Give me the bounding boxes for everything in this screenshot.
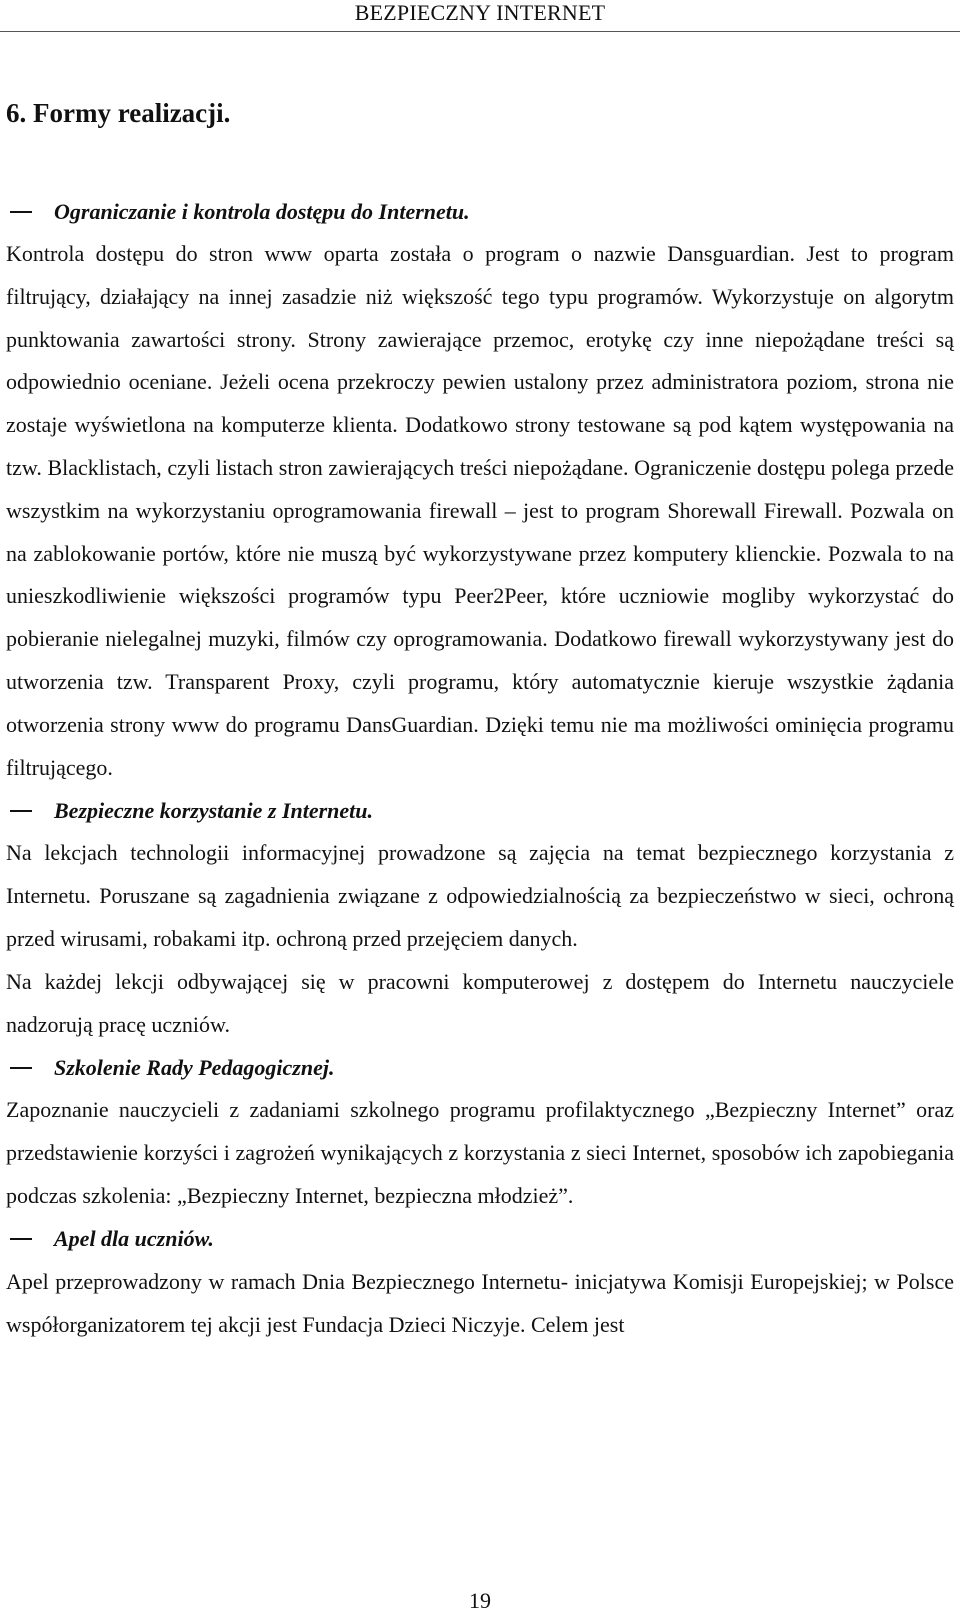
item-title-text: Bezpieczne korzystanie z Internetu. <box>54 797 374 823</box>
dash-bullet-icon <box>10 1067 32 1069</box>
dash-bullet-icon <box>10 1238 32 1240</box>
item-title <box>6 789 954 832</box>
running-header: BEZPIECZNY INTERNET <box>0 0 960 32</box>
item-student-assembly <box>6 1218 954 1347</box>
item-title <box>6 190 954 233</box>
page-number: 19 <box>469 1588 491 1613</box>
item-access-control <box>6 190 954 789</box>
section-title: 6. Formy realizacji. <box>6 98 231 128</box>
item-title-text: Ograniczanie i kontrola dostępu do Internetu. <box>54 198 470 224</box>
item-safe-internet <box>6 789 954 1046</box>
paragraph: Zapoznanie nauczycieli z zadaniami szkolnego programu profilaktycznego „Bezpieczny Internet” oraz przedstawienie korzyści i zagrożeń wynikających z korzystania z sieci Internet, sposobów ich zapobiegania podczas szkolenia: „Bezpieczny Internet, bezpieczna młodzież”. <box>6 1097 954 1208</box>
section-spacer <box>6 131 954 190</box>
dash-bullet-icon <box>10 810 32 812</box>
dash-bullet-icon <box>10 211 32 213</box>
item-teacher-training <box>6 1046 954 1217</box>
item-title-text: Apel dla uczniów. <box>54 1226 214 1252</box>
item-title <box>6 1218 954 1261</box>
paragraph: Kontrola dostępu do stron www oparta została o program o nazwie Dansguardian. Jest to program filtrujący, działający na innej zasadzie niż większość tego typu programów. Wykorzystuje on algorytm punktowania zawartości strony. Strony zawierające przemoc, erotykę czy inne niepożądane treści są odpowiednio oceniane. Jeżeli ocena przekroczy pewien ustalony przez administratora poziom, strona nie zostaje wyświetlona na komputerze klienta. Dodatkowo strony testowane są pod kątem występowania na tzw. Blacklistach, czyli listach stron zawierających treści niepożądane. Ograniczenie dostępu polega przede wszystkim na wykorzystaniu oprogramowania firewall – jest to program Shorewall Firewall. Pozwala on na zablokowanie portów, które nie muszą być wykorzystywane przez komputery klienckie. Pozwala to na unieszkodliwienie większości programów typu Peer2Peer, które uczniowie mogliby wykorzystać do pobieranie nielegalnej muzyki, filmów czy oprogramowania. Dodatkowo firewall wykorzystywany jest do utworzenia tzw. Transparent Proxy, czyli programu, który automatycznie kieruje wszystkie żądania otworzenia strony www do programu DansGuardian. Dzięki temu nie ma możliwości ominięcia programu filtrującego. <box>6 241 954 780</box>
item-title-text: Szkolenie Rady Pedagogicznej. <box>54 1054 335 1080</box>
paragraph: Na każdej lekcji odbywającej się w pracowni komputerowej z dostępem do Internetu nauczyciele nadzorują pracę uczniów. <box>6 968 954 1037</box>
paragraph: Na lekcjach technologii informacyjnej prowadzone są zajęcia na temat bezpiecznego korzystania z Internetu. Poruszane są zagadnienia związane z odpowiedzialnością za bezpieczeństwo w sieci, ochroną przed wirusami, robakami itp. ochroną przed przejęciem danych. <box>6 840 954 951</box>
document-body <box>6 95 954 1346</box>
paragraph: Apel przeprowadzony w ramach Dnia Bezpiecznego Internetu- inicjatywa Komisji Europejskiej; w Polsce współorganizatorem tej akcji jest Fundacja Dzieci Niczyje. Celem jest <box>6 1268 954 1337</box>
item-title <box>6 1046 954 1089</box>
